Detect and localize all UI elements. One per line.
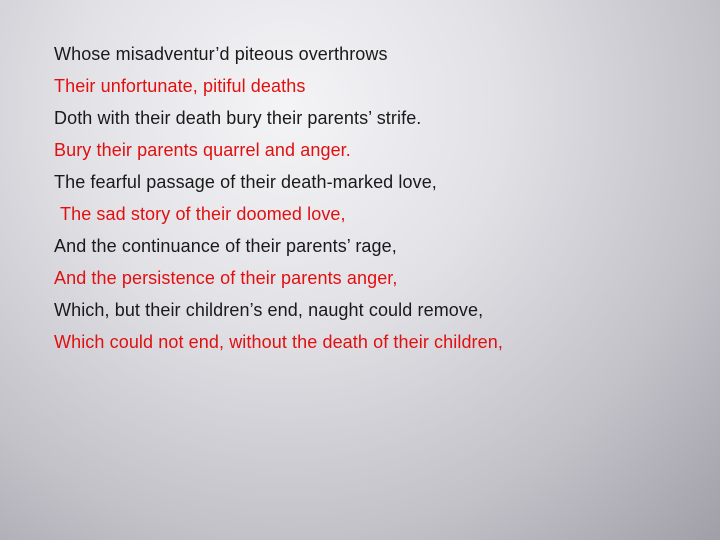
original-line: Which, but their children’s end, naught could remove, (54, 300, 484, 320)
modern-translation-line: The sad story of their doomed love, (60, 204, 346, 224)
original-line: Whose misadventur’d piteous overthrows (54, 44, 388, 64)
modern-translation-line: Bury their parents quarrel and anger. (54, 140, 351, 160)
modern-translation-line: And the persistence of their parents anger, (54, 268, 398, 288)
original-line: And the continuance of their parents’ rage, (54, 236, 397, 256)
text-block (54, 38, 704, 358)
modern-translation-line: Their unfortunate, pitiful deaths (54, 76, 306, 96)
original-line: Doth with their death bury their parents’ strife. (54, 108, 422, 128)
original-line: The fearful passage of their death-marked love, (54, 172, 437, 192)
modern-translation-line: Which could not end, without the death of their children, (54, 332, 503, 352)
